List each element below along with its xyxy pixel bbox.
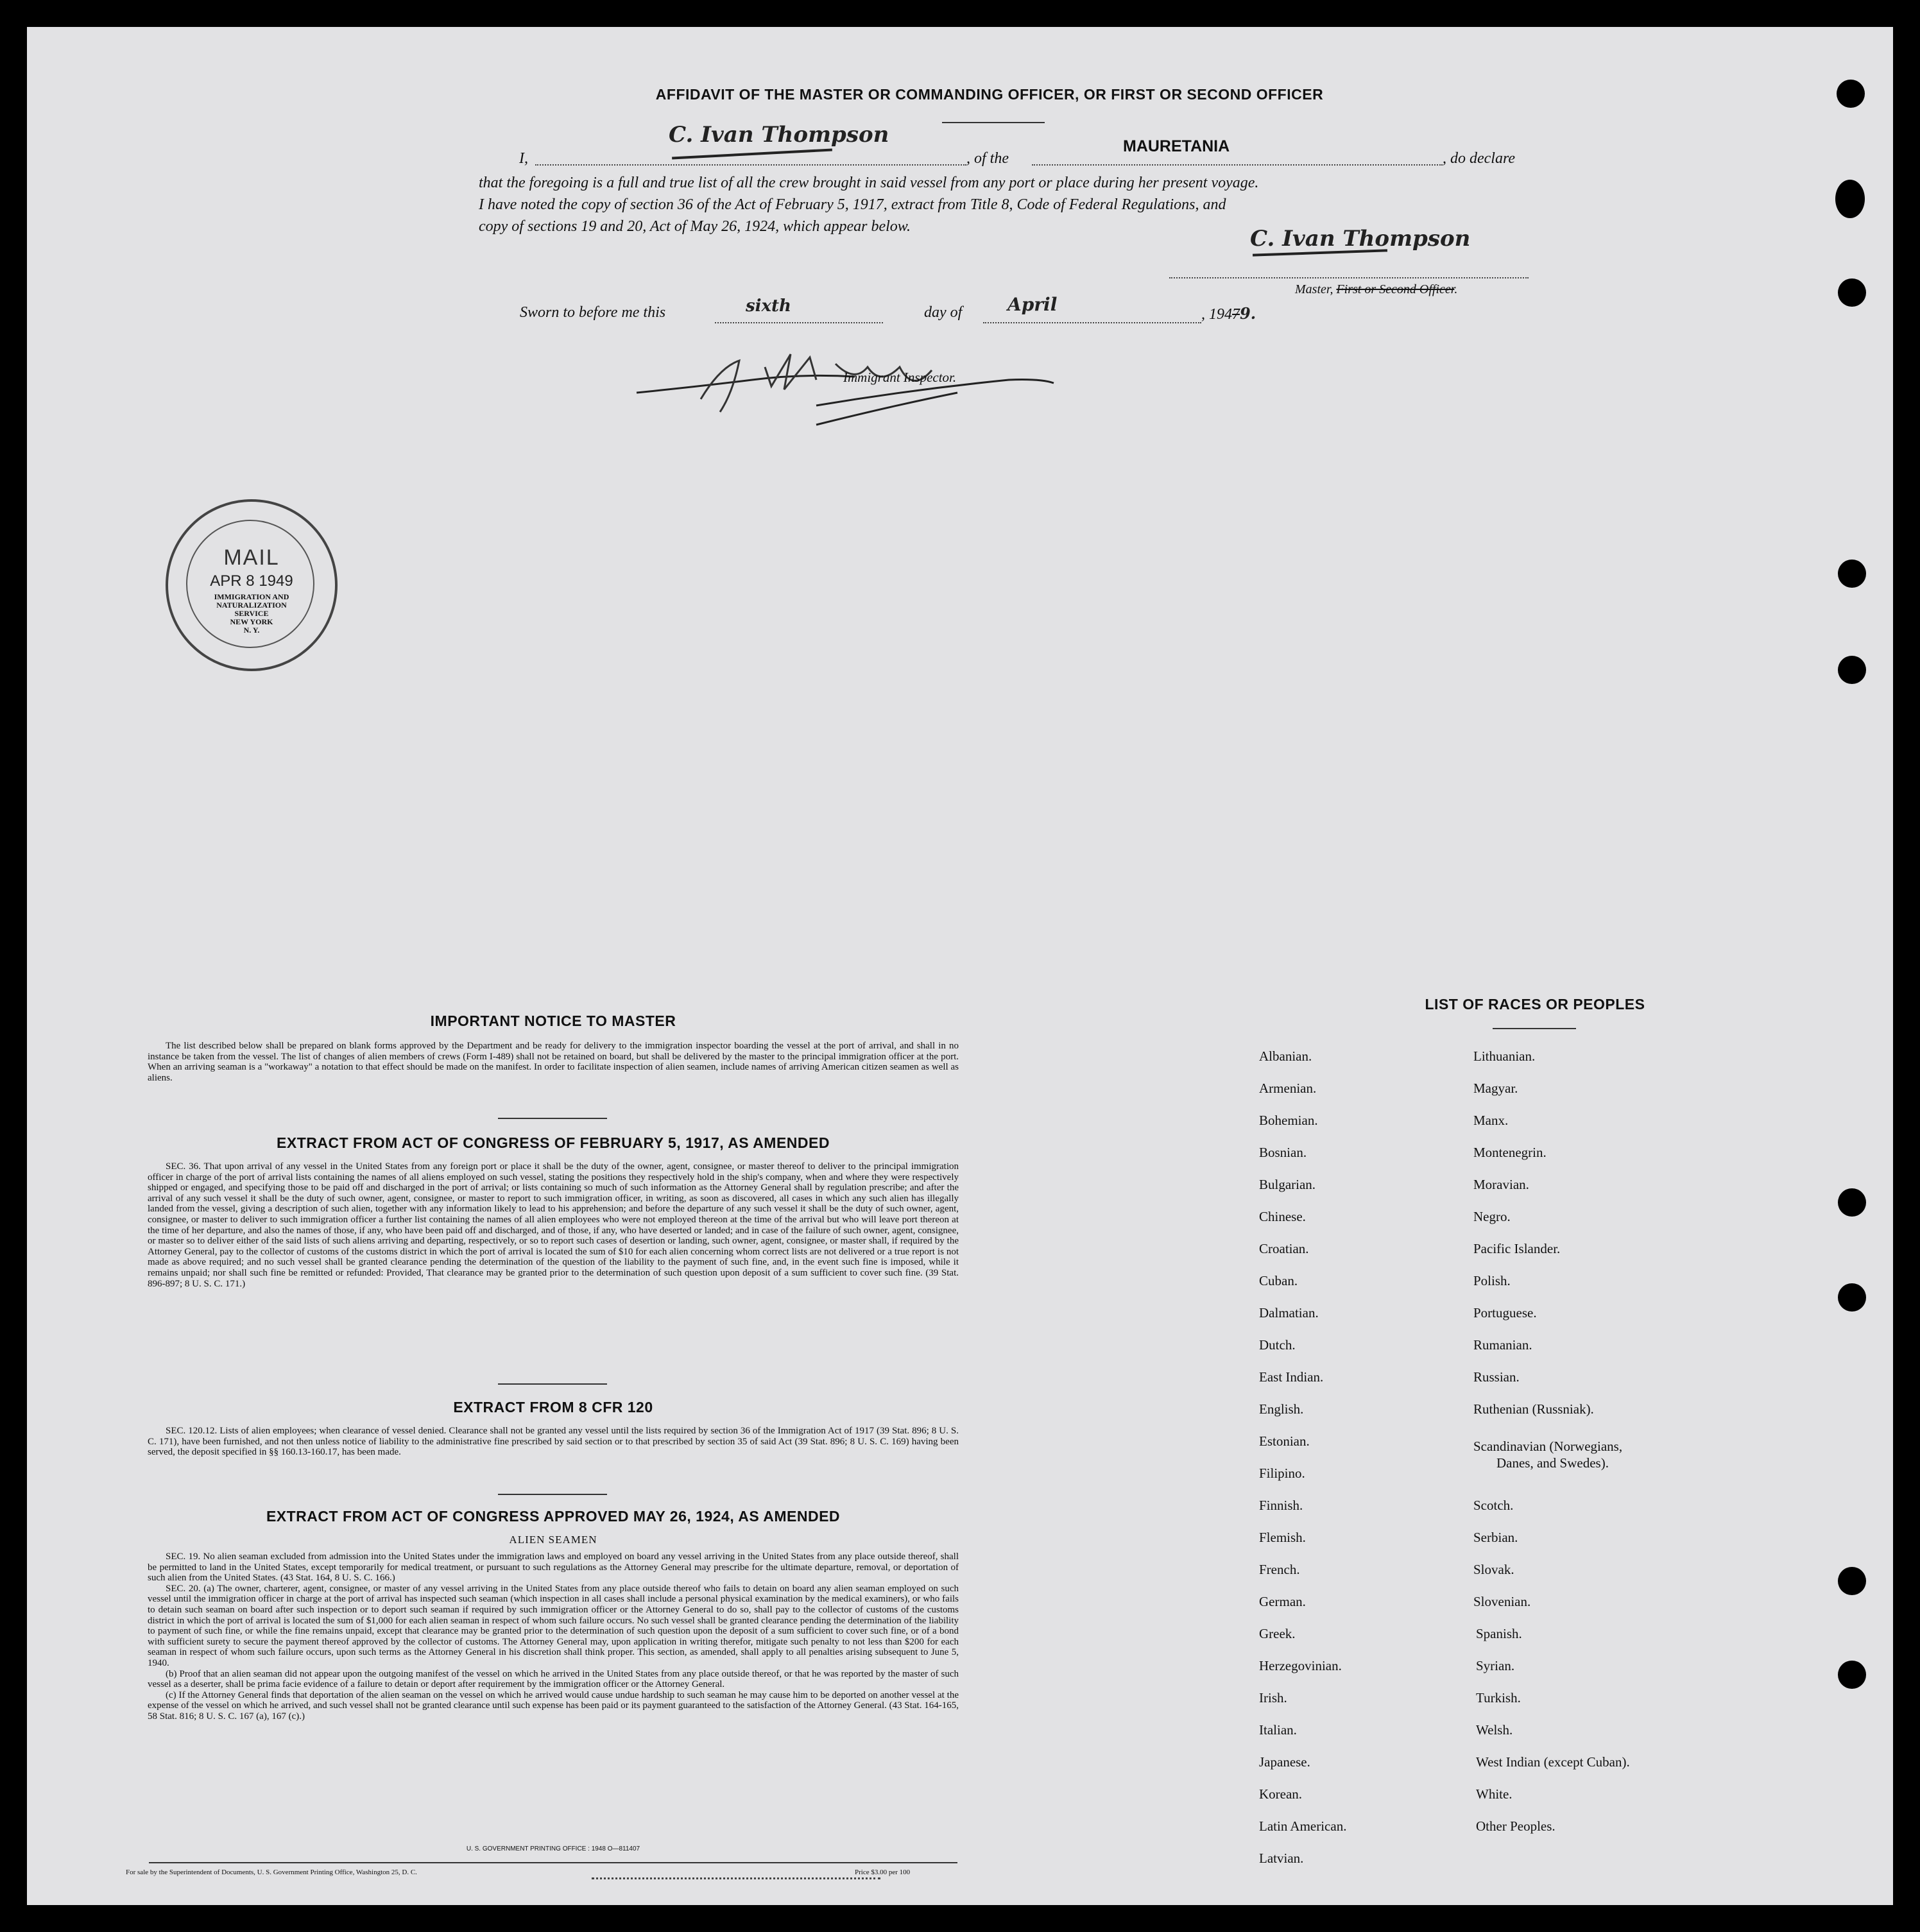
day-of-label: day of xyxy=(924,304,963,321)
punch-hole xyxy=(1838,1283,1866,1312)
extract-cfr-title: EXTRACT FROM 8 CFR 120 xyxy=(453,1399,653,1415)
race-item: Dalmatian. xyxy=(1259,1305,1319,1321)
extract-1917-text: SEC. 36. That upon arrival of any vessel in the United States from any foreign port or place it shall be the duty of the owner, agent, consignee, or master thereof to deliver to the principal immigration officer in charge of the port of arrival lists containing the names of all aliens employed on such vessel, stating the positions they respectively hold in the ship's company, when and where they were respectively shipped or engaged, and specifying those to be paid off and discharged in the port of arrival; or lists containing so much of such information as the Attorney General shall by regulation prescribe; and after the arrival of any such vessel it shall be the duty of such owner, agent, consignee, or master to report to such immigration officer, in writing, as soon as discovered, all cases in which any such alien has illegally landed from the vessel, giving a description of such alien, together with any information likely to lead to his apprehension; and before the departure of any such vessel it shall be the duty of such owner, agent, consignee, or master to deliver to such immigration officer a further list containing the names of all alien employees who were not employed thereon at the time of the arrival but who will leave port thereon at the time of her departure, and also the names of those, if any, who have been paid off and discharged, and of those, if any, who have deserted or landed; and in case of the failure of such owner, agent, consignee, or master so to deliver either of the said lists of such aliens arriving and departing, respectively, or so to report such cases of desertion or landing, such owner, agent, consignee, or master shall, if required by the Attorney General, pay to the collector of customs of the customs district in which the port of arrival is located the sum of $10 for each alien concerning whom correct lists are not delivered or a true report is not made as above required; and no such vessel shall be granted clearance pending the determination of the question of the liability to the payment of such fine, and, in the event such fine is imposed, while it remains unpaid; nor shall such fine be remitted or refunded: Provided, That clearance may be granted prior to the determination of such question upon deposit of a sum sufficient to cover such fine. (39 Stat. 896-897; 8 U. S. C. 171.) xyxy=(148,1161,959,1289)
race-item: Albanian. xyxy=(1259,1048,1312,1064)
race-item: French. xyxy=(1259,1562,1300,1577)
race-item: Italian. xyxy=(1259,1722,1297,1738)
race-item: Scandinavian (Norwegians, xyxy=(1473,1439,1623,1454)
do-declare-label: , do declare xyxy=(1443,150,1516,167)
race-item: Syrian. xyxy=(1476,1658,1515,1673)
master-signature: C. Ivan Thompson xyxy=(1250,226,1471,252)
race-item: Latin American. xyxy=(1259,1818,1347,1834)
year-digit: 9. xyxy=(1240,304,1256,323)
race-item: Serbian. xyxy=(1473,1530,1518,1545)
month-field-line xyxy=(983,322,1201,323)
race-item: Bulgarian. xyxy=(1259,1177,1316,1192)
affidavit-body-line: I have noted the copy of section 36 of the Act of February 5, 1917, extract from Title 8, Code of Federal Regulations, and xyxy=(479,196,1226,213)
race-item: Scotch. xyxy=(1473,1498,1514,1513)
races-title: LIST OF RACES OR PEOPLES xyxy=(1425,996,1645,1013)
footer-leader xyxy=(592,1877,880,1879)
race-item: White. xyxy=(1476,1786,1513,1802)
year-struck-digit: 7 xyxy=(1232,306,1240,323)
extract-1917-title: EXTRACT FROM ACT OF CONGRESS OF FEBRUARY 5, 1917, AS AMENDED xyxy=(277,1134,830,1151)
race-item: Slovak. xyxy=(1473,1562,1514,1577)
punch-hole xyxy=(1835,180,1865,218)
extract-1924-para: (c) If the Attorney General finds that deportation of the alien seaman on the vessel on which he arrived would cause undue hardship to such seaman he may cause him to be deported on another vessel at the expense of the vessel on which he arrived, and such vessel shall not be granted clearance until such expense has been paid or its payment guaranteed to the satisfaction of the Attorney General. (43 Stat. 164-165, 58 Stat. 816; 8 U. S. C. 167 (a), 167 (c).) xyxy=(148,1689,959,1722)
race-item: Latvian. xyxy=(1259,1851,1304,1866)
price-text: Price $3.00 per 100 xyxy=(855,1868,911,1876)
for-sale-text: For sale by the Superintendent of Documents, U. S. Government Printing Office, Washington 25, D. C. xyxy=(126,1868,417,1876)
day-field-line xyxy=(715,322,883,323)
race-item: Moravian. xyxy=(1473,1177,1529,1192)
race-item: Danes, and Swedes). xyxy=(1496,1455,1609,1471)
name-field-line xyxy=(535,164,966,166)
race-item: Greek. xyxy=(1259,1626,1296,1641)
race-item: Cuban. xyxy=(1259,1273,1298,1288)
stamp-agency xyxy=(168,593,335,635)
punch-hole xyxy=(1838,1567,1866,1595)
race-item: Rumanian. xyxy=(1473,1337,1532,1353)
extract-1924-subtitle: ALIEN SEAMEN xyxy=(509,1534,597,1546)
punch-hole xyxy=(1838,278,1866,307)
master-label-text: Master, xyxy=(1295,282,1333,296)
stamp-line: NATURALIZATION xyxy=(216,601,287,610)
sworn-label: Sworn to before me this xyxy=(520,304,666,321)
race-item: Other Peoples. xyxy=(1476,1818,1556,1834)
extract-1917-block xyxy=(148,1161,959,1289)
divider xyxy=(498,1118,607,1119)
race-item: Welsh. xyxy=(1476,1722,1513,1738)
race-item: Croatian. xyxy=(1259,1241,1309,1256)
punch-hole xyxy=(1838,656,1866,684)
punch-hole xyxy=(1838,1188,1866,1217)
race-item: Finnish. xyxy=(1259,1498,1303,1513)
extract-1924-title: EXTRACT FROM ACT OF CONGRESS APPROVED MAY 26, 1924, AS AMENDED xyxy=(266,1508,841,1525)
extract-cfr-text: SEC. 120.12. Lists of alien employees; when clearance of vessel denied. Clearance shall not be granted any vessel until the lists required by section 36 of the Immigration Act of 1917 (39 Stat. 896; 8 U. S. C. 171), have been furnished, and not then unless notice of liability to the administrative fine prescribed by said section or to that prescribed by section 35 of said Act (39 Stat. 896; 8 U. S. C. 169) having been served, the deposit specified in §§ 160.13-160.17, has been made. xyxy=(148,1426,959,1458)
of-the-label: , of the xyxy=(966,150,1009,167)
extract-cfr-block xyxy=(148,1426,959,1458)
affidavit-body-line: that the foregoing is a full and true list of all the crew brought in said vessel from any port or place during her present voyage. xyxy=(479,175,1259,191)
race-item: German. xyxy=(1259,1594,1306,1609)
divider xyxy=(498,1383,607,1385)
form-page xyxy=(27,27,1893,1905)
signature-line xyxy=(1169,277,1529,278)
race-item: Armenian. xyxy=(1259,1081,1317,1096)
notice-text: The list described below shall be prepared on blank forms approved by the Department and be ready for delivery to the immigration inspector boarding the vessel at the port of arrival, and shall in no instance be taken from the vessel. The list of changes of alien members of crews (Form I-489) shall not be retained on board, but shall be delivered by the master to the principal immigration officer at the port. When an arriving seaman is a "workaway" a notation to that effect should be made on the manifest. In order to facilitate inspection of alien seamen, include names of arriving American citizen seamen as well as aliens. xyxy=(148,1041,959,1083)
race-item: West Indian (except Cuban). xyxy=(1476,1754,1630,1770)
vessel-field-line xyxy=(1032,164,1443,166)
race-item: Lithuanian. xyxy=(1473,1048,1536,1064)
race-item: Manx. xyxy=(1473,1113,1509,1128)
sworn-day: sixth xyxy=(746,296,791,316)
inspector-signature-scrawl xyxy=(624,341,1086,431)
stamp-mail: MAIL xyxy=(223,545,280,570)
race-item: Pacific Islander. xyxy=(1473,1241,1561,1256)
signature-underline xyxy=(672,148,832,159)
master-period: . xyxy=(1454,282,1458,296)
race-item: Russian. xyxy=(1473,1369,1520,1385)
race-item: Bohemian. xyxy=(1259,1113,1318,1128)
race-item: Korean. xyxy=(1259,1786,1303,1802)
race-item: Bosnian. xyxy=(1259,1145,1307,1160)
extract-1924-para: SEC. 19. No alien seaman excluded from admission into the United States under the immigration laws and employed on board any vessel arriving in the United States from any place outside thereof, shall be permitted to land in the United States, except temporarily for medical treatment, or pursuant to such regulations as the Attorney General may prescribe for the ultimate departure, removal, or deportation of such alien from the United States. (43 Stat. 164, 8 U. S. C. 166.) xyxy=(148,1552,959,1584)
affidavit-i: I, xyxy=(519,150,528,167)
stamp-date: APR 8 1949 xyxy=(210,572,293,590)
stamp-line: SERVICE xyxy=(234,609,269,618)
race-item: Estonian. xyxy=(1259,1433,1310,1449)
race-item: Ruthenian (Russniak). xyxy=(1473,1401,1594,1417)
sworn-year xyxy=(1201,304,1256,323)
race-item: Dutch. xyxy=(1259,1337,1296,1353)
race-item: Irish. xyxy=(1259,1690,1287,1705)
master-label xyxy=(1295,282,1457,297)
stamp-line: IMMIGRATION AND xyxy=(214,592,289,601)
year-prefix: , 194 xyxy=(1201,306,1232,323)
punch-hole xyxy=(1838,560,1866,588)
extract-1924-para: (b) Proof that an alien seaman did not appear upon the outgoing manifest of the vessel on which he arrived in the United States from any place outside thereof, or that he was reported by the master of such vessel as a deserter, shall be prima facie evidence of a failure to detain or deport after requirement by the immigration officer or the Attorney General. xyxy=(148,1668,959,1690)
struck-officer-label: First or Second Officer xyxy=(1336,282,1455,296)
race-item: Polish. xyxy=(1473,1273,1511,1288)
notice-title: IMPORTANT NOTICE TO MASTER xyxy=(430,1013,676,1029)
race-item: Chinese. xyxy=(1259,1209,1306,1224)
race-item: English. xyxy=(1259,1401,1304,1417)
stamp-line: NEW YORK xyxy=(230,617,273,626)
divider xyxy=(498,1494,607,1495)
sworn-month: April xyxy=(1007,294,1058,315)
race-item: Japanese. xyxy=(1259,1754,1310,1770)
extract-1924-para: SEC. 20. (a) The owner, charterer, agent, consignee, or master of any vessel arriving in the United States from any place outside thereof who fails to detain on board any alien seaman employed on such vessel until the immigration officer in charge at the port of arrival has inspected such seaman (which inspection in all cases shall include a personal physical examination by the medical examiners), or who fails to detain such seaman on board after such inspection or to deport such seaman if required by such immigration officer or the Attorney General to do so, shall pay to the collector of customs of the customs district in which the port of arrival is located the sum of $1,000 for each alien seaman in respect of whom such failure occurs. No such vessel shall be granted clearance pending the determination of the liability to payment of such fine, or while the fine remains unpaid, except that clearance may be granted prior to the determination of such question upon the deposit of a sum sufficient to cover such fine, or of a bond with sufficient surety to secure the payment thereof approved by the collector of customs. The Attorney General may, upon application in writing therefor, mitigate such penalty to not less than $200 for each seaman in respect of whom such failure occurs, upon such terms as the Attorney General in his discretion shall think proper. This section, as amended, shall apply to all penalties arising subsequent to June 5, 1940. xyxy=(148,1583,959,1668)
stamp-line: N. Y. xyxy=(243,626,260,635)
notice-text-block xyxy=(148,1041,959,1083)
printer-line: U. S. GOVERNMENT PRINTING OFFICE : 1948 O—811407 xyxy=(466,1845,640,1852)
divider xyxy=(942,122,1045,123)
punch-hole xyxy=(1837,80,1865,108)
race-item: Spanish. xyxy=(1476,1626,1522,1641)
race-item: Slovenian. xyxy=(1473,1594,1531,1609)
footer-rule xyxy=(149,1862,957,1863)
inspector-label: Immigrant Inspector. xyxy=(843,370,957,385)
vessel-name: MAURETANIA xyxy=(1123,137,1230,155)
affidavit-title: AFFIDAVIT OF THE MASTER OR COMMANDING OFFICER, OR FIRST OR SECOND OFFICER xyxy=(655,86,1324,103)
race-item: Negro. xyxy=(1473,1209,1511,1224)
mail-received-stamp xyxy=(166,499,338,671)
extract-1924-block xyxy=(148,1552,959,1722)
race-item: Flemish. xyxy=(1259,1530,1306,1545)
divider xyxy=(1493,1028,1576,1029)
race-item: Filipino. xyxy=(1259,1466,1305,1481)
master-signature-top: C. Ivan Thompson xyxy=(669,122,889,148)
race-item: Turkish. xyxy=(1476,1690,1521,1705)
race-item: Magyar. xyxy=(1473,1081,1518,1096)
race-item: Montenegrin. xyxy=(1473,1145,1547,1160)
affidavit-body-line: copy of sections 19 and 20, Act of May 26, 1924, which appear below. xyxy=(479,218,911,235)
race-item: Portuguese. xyxy=(1473,1305,1537,1321)
race-item: Herzegovinian. xyxy=(1259,1658,1342,1673)
punch-hole xyxy=(1838,1661,1866,1689)
race-item: East Indian. xyxy=(1259,1369,1324,1385)
